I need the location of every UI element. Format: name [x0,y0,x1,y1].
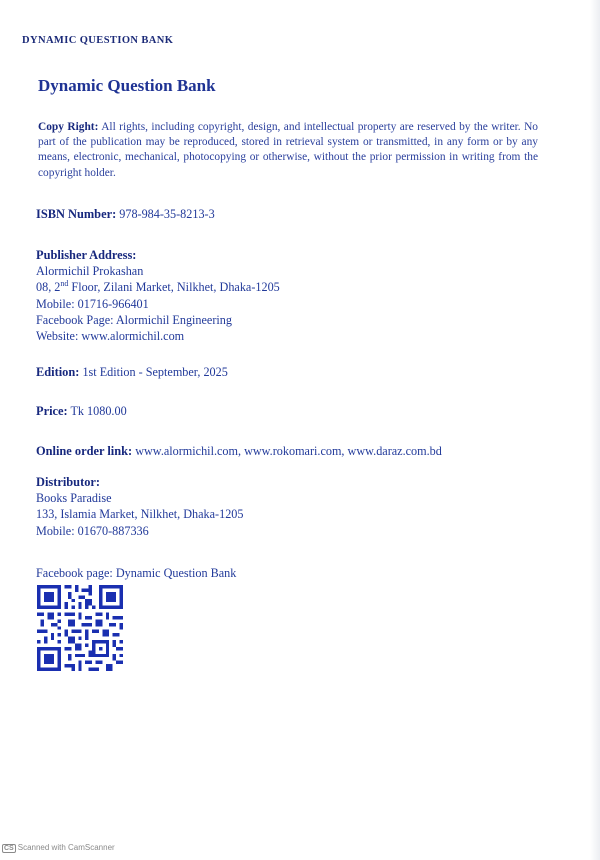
isbn-line [36,206,215,222]
facebook-page-line: Facebook page: Dynamic Question Bank [36,566,237,580]
isbn-label: ISBN Number: [36,207,117,221]
running-header: DYNAMIC QUESTION BANK [22,35,174,46]
scanner-watermark-text: Scanned with CamScanner [17,843,115,852]
online-order-label: Online order link: [36,444,133,458]
publisher-address-suffix: Floor, Zilani Market, Nilkhet, Dhaka-1205 [68,280,280,295]
publisher-mobile: Mobile: 01716-966401 [36,296,149,311]
edition-line [36,364,228,380]
publisher-label: Publisher Address: [36,248,137,262]
publisher-name: Alormichil Prokashan [36,264,144,279]
price-label: Price: [36,404,68,418]
distributor-label: Distributor: [36,475,101,489]
publisher-address-prefix: 08, 2 [36,280,61,295]
publisher-facebook: Facebook Page: Alormichil Engineering [36,312,232,327]
online-order-line [36,443,442,459]
publisher-address-sup: nd [60,279,69,289]
publisher-website: Website: www.alormichil.com [36,329,185,344]
camscanner-logo-icon: CS [4,845,14,852]
distributor-block [36,474,243,539]
distributor-address: 133, Islamia Market, Nilkhet, Dhaka-1205 [36,507,244,522]
price-line [36,403,127,419]
scanner-watermark [2,843,115,853]
copyright-notice [38,120,538,181]
publisher-block [36,247,280,344]
isbn-value: 978-984-35-8213-3 [119,207,215,221]
edition-label: Edition: [36,365,80,379]
qr-code-icon[interactable] [37,585,123,671]
price-value: Tk 1080.00 [70,404,127,418]
page-edge-shadow [590,0,600,860]
online-order-links: www.alormichil.com, www.rokomari.com, www.daraz.com.bd [135,444,442,458]
edition-value: 1st Edition - September, 2025 [82,365,228,379]
copyright-label: Copy Right: [38,121,99,133]
distributor-mobile: Mobile: 01670-887336 [36,523,149,538]
page-title: Dynamic Question Bank [38,76,216,95]
distributor-name: Books Paradise [36,491,112,506]
publisher-address [36,279,280,295]
copyright-text: All rights, including copyright, design, and intellectual property are reserved by the writer. No part of the publication may be reproduced, stored in retrieval system or transmitted, in any form or by any means, electronic, mechanical, photocopying or otherwise, without the prior permission in writing from the copyright holder. [38,121,539,179]
